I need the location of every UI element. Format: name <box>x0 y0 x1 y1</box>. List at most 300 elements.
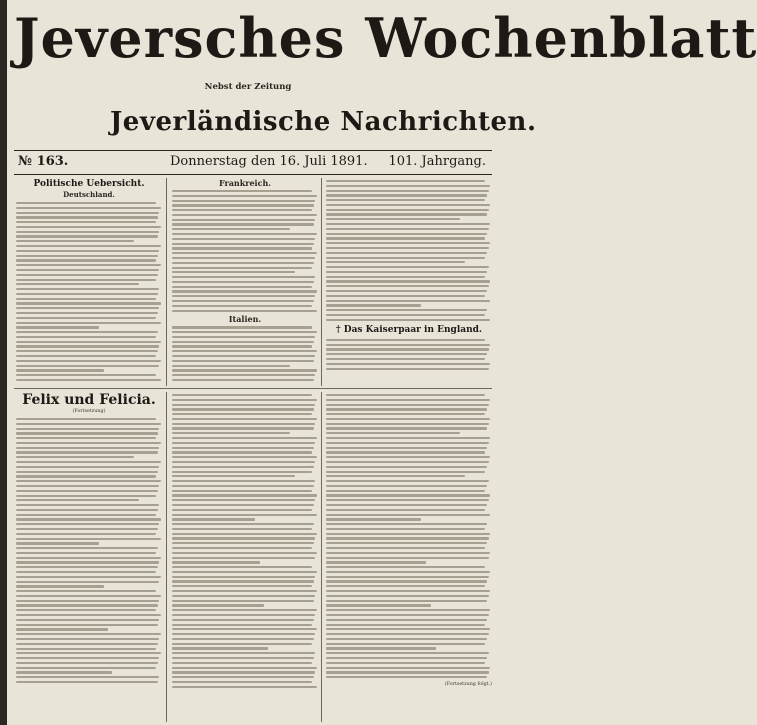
text-line <box>326 537 489 539</box>
feuilleton-end-note: (Fortsetzung folgt.) <box>444 681 492 687</box>
text-line <box>16 212 159 214</box>
text-line <box>172 404 315 406</box>
text-line <box>326 223 490 225</box>
text-line <box>172 295 315 297</box>
text-line <box>326 280 490 282</box>
text-line <box>16 585 104 587</box>
text-line <box>16 533 156 535</box>
text-line <box>16 269 159 271</box>
text-line <box>172 427 314 429</box>
text-line <box>16 312 158 314</box>
text-line <box>172 228 290 230</box>
text-line <box>16 566 158 568</box>
text-line <box>172 456 317 458</box>
text-line <box>172 204 314 206</box>
text-line <box>16 609 156 611</box>
text-line <box>326 368 489 370</box>
text-line <box>326 590 490 592</box>
text-line <box>172 252 317 254</box>
text-line <box>16 355 156 357</box>
text-line <box>16 547 158 549</box>
text-line <box>16 298 156 300</box>
text-line <box>326 671 489 673</box>
dateline-rule <box>14 174 492 175</box>
text-line <box>16 648 156 650</box>
text-line <box>16 633 161 635</box>
text-line <box>326 485 487 487</box>
column-divider <box>166 178 167 386</box>
text-line <box>326 233 487 235</box>
text-line <box>326 432 460 434</box>
text-line <box>326 290 487 292</box>
text-line <box>326 190 489 192</box>
text-line <box>326 576 489 578</box>
text-line <box>172 494 317 496</box>
text-line <box>16 365 159 367</box>
text-line <box>326 423 489 425</box>
text-line <box>16 509 158 511</box>
text-line <box>172 418 317 420</box>
text-line <box>172 652 315 654</box>
text-line <box>172 600 314 602</box>
text-line <box>16 466 159 468</box>
text-line <box>16 250 159 252</box>
text-line <box>172 369 317 371</box>
text-line <box>172 276 315 278</box>
text-line <box>172 657 314 659</box>
text-line <box>172 461 315 463</box>
text-line <box>172 331 317 333</box>
text-line <box>326 614 489 616</box>
text-line <box>172 537 315 539</box>
text-line <box>326 204 490 206</box>
feuilleton-body <box>172 394 318 688</box>
text-line <box>172 423 315 425</box>
text-line <box>172 514 317 516</box>
text-line <box>326 557 489 559</box>
text-line <box>326 547 485 549</box>
text-line <box>16 442 161 444</box>
text-line <box>16 369 104 371</box>
article-body <box>172 326 318 381</box>
text-line <box>16 581 159 583</box>
text-line <box>16 302 161 304</box>
text-line <box>326 600 487 602</box>
text-line <box>16 341 161 343</box>
text-line <box>16 202 156 204</box>
text-line <box>16 317 156 319</box>
text-line <box>16 345 159 347</box>
section-heading: † Das Kaiserpaar in England. <box>335 324 483 335</box>
scan-edge <box>0 0 7 725</box>
text-line <box>16 456 134 458</box>
text-line <box>16 264 161 266</box>
text-line <box>172 557 315 559</box>
text-line <box>172 360 314 362</box>
text-line <box>16 499 139 501</box>
section-heading: Frankreich. <box>218 178 272 188</box>
text-line <box>326 427 487 429</box>
column-3-top <box>326 178 492 386</box>
text-line <box>16 279 156 281</box>
text-line <box>172 475 295 477</box>
text-line <box>326 300 490 302</box>
text-line <box>326 585 485 587</box>
text-line <box>16 379 161 381</box>
feuilleton-body <box>16 418 162 683</box>
text-line <box>16 288 159 290</box>
text-line <box>172 271 295 273</box>
text-line <box>172 442 315 444</box>
section-heading: Politische Uebersicht. <box>33 179 145 189</box>
text-line <box>16 576 161 578</box>
text-line <box>16 528 158 530</box>
text-line <box>16 293 158 295</box>
text-line <box>172 480 315 482</box>
text-line <box>172 190 312 192</box>
text-line <box>326 466 487 468</box>
text-line <box>172 643 312 645</box>
text-line <box>16 518 161 520</box>
text-line <box>326 657 487 659</box>
text-line <box>172 686 317 688</box>
text-line <box>172 341 314 343</box>
text-line <box>172 628 317 630</box>
dateline <box>14 152 492 172</box>
issue-number: № 163. <box>18 154 69 169</box>
text-line <box>172 547 312 549</box>
text-line <box>326 304 421 306</box>
text-line <box>172 200 315 202</box>
text-line <box>326 504 487 506</box>
text-line <box>326 257 485 259</box>
text-line <box>172 471 312 473</box>
text-line <box>326 490 485 492</box>
text-line <box>172 552 317 554</box>
text-line <box>326 348 489 350</box>
feuilleton-title: Felix und Felicia. <box>22 392 156 408</box>
text-line <box>326 451 485 453</box>
text-line <box>16 307 159 309</box>
text-line <box>172 624 312 626</box>
text-line <box>16 231 159 233</box>
text-line <box>16 418 156 420</box>
text-line <box>172 257 315 259</box>
text-line <box>16 571 156 573</box>
feuilleton-rule <box>14 388 492 389</box>
text-line <box>16 360 161 362</box>
text-line <box>16 638 159 640</box>
text-line <box>172 671 315 673</box>
text-line <box>16 221 156 223</box>
text-line <box>16 657 159 659</box>
text-line <box>172 408 314 410</box>
text-line <box>16 495 156 497</box>
text-line <box>326 518 421 520</box>
text-line <box>16 447 159 449</box>
column-1-top <box>16 178 162 386</box>
text-line <box>172 399 317 401</box>
feuilleton-column-3 <box>326 392 492 722</box>
text-line <box>172 209 312 211</box>
text-line <box>172 566 312 568</box>
text-line <box>16 336 156 338</box>
masthead-nebst: Nebst der Zeitung <box>204 82 292 92</box>
article-body <box>326 339 492 370</box>
text-line <box>326 399 490 401</box>
text-line <box>16 619 159 621</box>
text-line <box>172 379 314 381</box>
text-line <box>172 585 312 587</box>
text-line <box>16 428 159 430</box>
text-line <box>172 681 312 683</box>
text-line <box>326 595 489 597</box>
text-line <box>326 528 485 530</box>
text-line <box>326 353 487 355</box>
text-line <box>172 561 260 563</box>
text-line <box>326 442 489 444</box>
text-line <box>172 647 268 649</box>
text-line <box>326 213 487 215</box>
text-line <box>326 252 487 254</box>
text-line <box>326 237 485 239</box>
volume-year: 101. Jahrgang. <box>388 154 486 169</box>
text-line <box>172 571 317 573</box>
text-line <box>172 523 314 525</box>
text-line <box>172 219 315 221</box>
text-line <box>326 261 465 263</box>
text-line <box>172 609 317 611</box>
text-line <box>172 281 314 283</box>
text-line <box>16 235 158 237</box>
text-line <box>326 662 485 664</box>
text-line <box>326 523 487 525</box>
text-line <box>326 404 489 406</box>
text-line <box>172 413 312 415</box>
text-line <box>326 475 465 477</box>
column-divider <box>321 392 322 722</box>
text-line <box>326 242 490 244</box>
text-line <box>16 480 161 482</box>
text-line <box>326 228 489 230</box>
text-line <box>16 259 156 261</box>
text-line <box>172 633 315 635</box>
text-line <box>326 319 490 321</box>
text-line <box>172 247 312 249</box>
text-line <box>326 619 487 621</box>
text-line <box>326 247 489 249</box>
text-line <box>172 243 314 245</box>
text-line <box>16 643 158 645</box>
text-line <box>326 561 426 563</box>
text-line <box>326 339 485 341</box>
text-line <box>16 423 161 425</box>
text-line <box>326 456 490 458</box>
top-rule <box>14 150 492 151</box>
text-line <box>326 480 489 482</box>
text-line <box>326 566 485 568</box>
text-line <box>172 604 264 606</box>
text-line <box>172 374 315 376</box>
article-body <box>326 180 492 321</box>
text-line <box>16 590 156 592</box>
text-line <box>326 509 485 511</box>
text-line <box>16 676 159 678</box>
text-line <box>172 504 314 506</box>
column-divider <box>166 392 167 722</box>
text-line <box>172 345 312 347</box>
text-line <box>16 600 159 602</box>
text-line <box>326 580 487 582</box>
text-line <box>172 466 314 468</box>
text-line <box>16 274 158 276</box>
text-line <box>326 309 487 311</box>
text-line <box>326 271 487 273</box>
text-line <box>16 628 108 630</box>
text-line <box>326 499 489 501</box>
text-line <box>326 413 485 415</box>
text-line <box>172 447 314 449</box>
text-line <box>326 437 490 439</box>
text-line <box>172 365 290 367</box>
text-line <box>172 667 317 669</box>
text-line <box>172 300 314 302</box>
text-line <box>326 285 489 287</box>
text-line <box>16 475 156 477</box>
subsection-heading: Deutschland. <box>63 190 115 199</box>
text-line <box>16 523 159 525</box>
text-line <box>16 322 161 324</box>
text-line <box>16 226 161 228</box>
text-line <box>16 485 159 487</box>
text-line <box>16 331 158 333</box>
text-line <box>16 326 99 328</box>
text-line <box>326 604 431 606</box>
text-line <box>16 514 156 516</box>
text-line <box>172 518 255 520</box>
text-line <box>172 336 315 338</box>
subsection-heading: Italien. <box>228 314 262 325</box>
text-line <box>326 358 485 360</box>
text-line <box>326 571 490 573</box>
text-line <box>16 432 158 434</box>
text-line <box>326 542 487 544</box>
text-line <box>172 238 315 240</box>
text-line <box>16 662 158 664</box>
issue-date: Donnerstag den 16. Juli 1891. <box>170 154 368 169</box>
text-line <box>172 195 317 197</box>
text-line <box>172 528 312 530</box>
text-line <box>172 290 317 292</box>
text-line <box>172 595 315 597</box>
text-line <box>172 350 317 352</box>
text-line <box>326 180 485 182</box>
text-line <box>326 276 485 278</box>
text-line <box>326 471 485 473</box>
text-line <box>172 576 315 578</box>
text-line <box>16 561 159 563</box>
text-line <box>326 185 490 187</box>
article-body <box>16 202 162 381</box>
text-line <box>326 514 490 516</box>
text-line <box>16 283 139 285</box>
text-line <box>172 490 312 492</box>
text-line <box>16 255 158 257</box>
text-line <box>172 267 312 269</box>
text-line <box>326 628 490 630</box>
text-line <box>16 604 158 606</box>
text-line <box>172 533 317 535</box>
text-line <box>16 504 159 506</box>
text-line <box>16 490 158 492</box>
text-line <box>172 432 290 434</box>
text-line <box>172 305 312 307</box>
text-line <box>16 471 158 473</box>
text-line <box>326 494 490 496</box>
text-line <box>326 667 490 669</box>
text-line <box>172 662 312 664</box>
second-title: Jeverländische Nachrichten. <box>110 107 537 137</box>
text-line <box>326 199 485 201</box>
text-line <box>172 451 312 453</box>
masthead-title: Jeversches Wochenblatt <box>14 6 757 70</box>
text-line <box>16 667 156 669</box>
text-line <box>326 638 487 640</box>
text-line <box>172 233 317 235</box>
text-line <box>172 437 317 439</box>
text-line <box>16 216 158 218</box>
feuilleton-continuation: (Fortsetzung) <box>72 409 106 414</box>
text-line <box>16 542 99 544</box>
text-line <box>172 499 315 501</box>
text-line <box>16 451 158 453</box>
text-line <box>326 209 489 211</box>
text-line <box>16 207 161 209</box>
feuilleton-body <box>326 394 492 678</box>
text-line <box>172 542 314 544</box>
text-line <box>326 295 485 297</box>
text-line <box>326 418 490 420</box>
text-line <box>172 509 312 511</box>
text-line <box>172 590 317 592</box>
text-line <box>326 461 489 463</box>
text-line <box>326 552 490 554</box>
text-line <box>326 643 485 645</box>
text-line <box>16 538 161 540</box>
text-line <box>16 681 158 683</box>
text-line <box>16 614 161 616</box>
text-line <box>172 619 314 621</box>
text-line <box>16 595 161 597</box>
text-line <box>16 350 158 352</box>
text-line <box>326 344 490 346</box>
text-line <box>326 363 490 365</box>
text-line <box>16 461 161 463</box>
text-line <box>172 326 312 328</box>
text-line <box>16 557 161 559</box>
text-line <box>16 624 158 626</box>
text-line <box>172 262 314 264</box>
feuilleton-column-2 <box>172 392 318 722</box>
text-line <box>326 533 490 535</box>
text-line <box>172 355 315 357</box>
text-line <box>172 676 314 678</box>
text-line <box>326 676 487 678</box>
text-line <box>326 624 485 626</box>
text-line <box>172 286 312 288</box>
text-line <box>16 374 156 376</box>
text-line <box>326 647 436 649</box>
